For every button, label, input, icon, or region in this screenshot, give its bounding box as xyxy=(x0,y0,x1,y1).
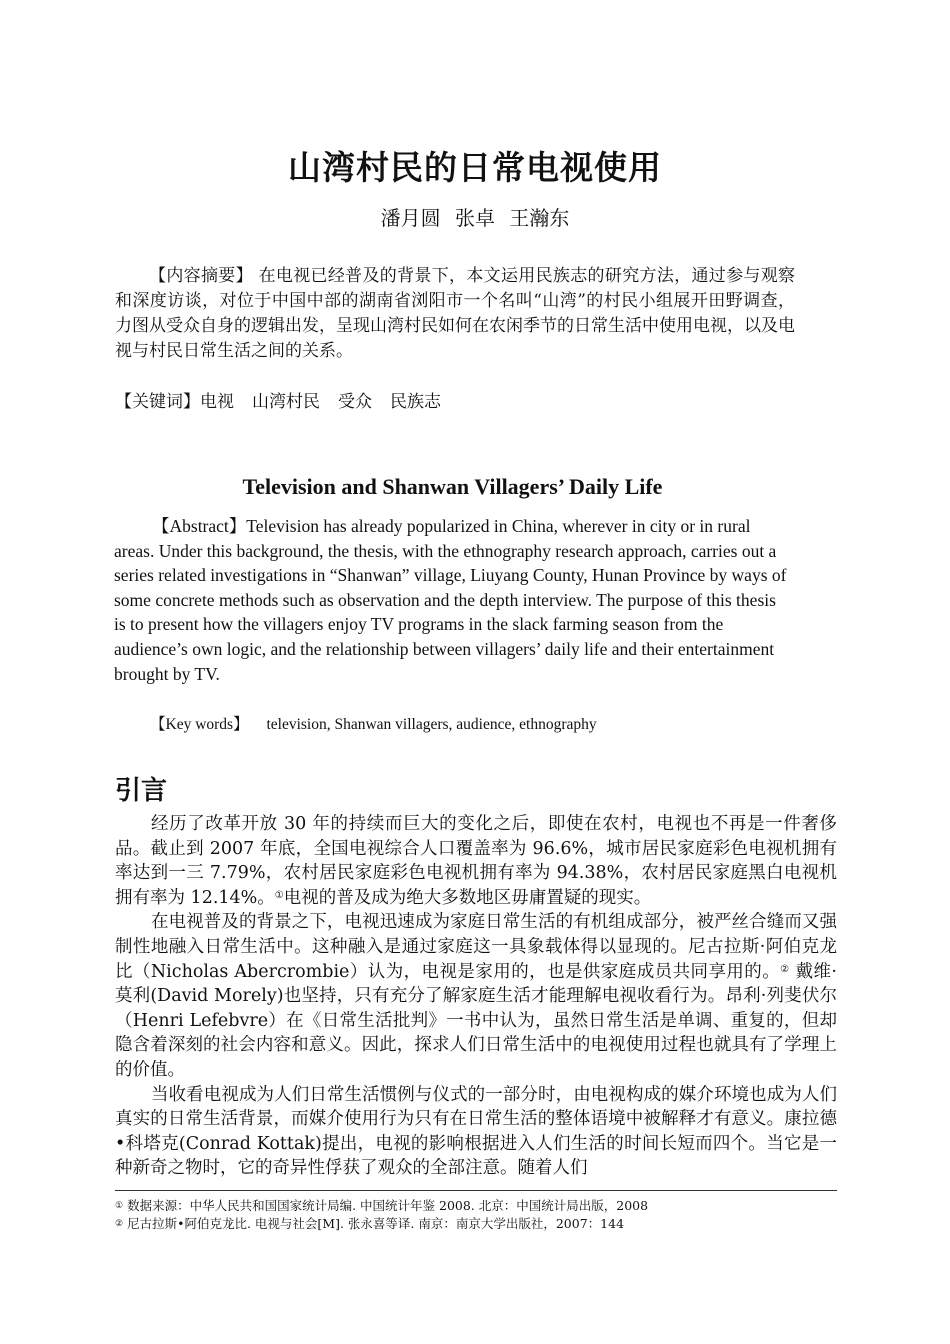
paragraph-text: 电视的普及成为绝大多数地区毋庸置疑的现实。 xyxy=(283,887,652,908)
authors: 潘月圆 张卓 王瀚东 xyxy=(380,206,570,230)
footnotes xyxy=(115,1197,837,1233)
paragraph-text: 戴维·莫利(David Morely)也坚持，只有充分了解家庭生活才能理解电视收看行为。昂利·列斐伏尔（Henri Lefebvre）在《日常生活批判》一书中认为，虽然日常生活是单调、重复的，但却隐含着深刻的社会内容和意义。因此，探求人们日常生活中的电视使用过程也就具有了学理上的价值。 xyxy=(115,961,837,1080)
paragraph xyxy=(115,812,837,910)
body-text xyxy=(115,812,837,1181)
english-abstract-label: 【Abstract】 xyxy=(152,516,247,536)
footnote xyxy=(115,1197,837,1215)
chinese-abstract xyxy=(115,264,795,364)
chinese-keywords-label: 【关键词】 xyxy=(115,392,200,412)
english-keywords-text: television, Shanwan villagers, audience, ethnography xyxy=(266,716,597,733)
english-keywords xyxy=(150,714,830,736)
paragraph-text: 当收看电视成为人们日常生活惯例与仪式的一部分时，由电视构成的媒介环境也成为人们真实的日常生活背景，而媒介使用行为只有在日常生活的整体语境中被解释才有意义。康拉德•科塔克(Conrad Kottak)提出，电视的影响根据进入人们生活的时间长短而四个。当它是一种新奇之物时，它的奇异性俘获了观众的全部注意。随着人们 xyxy=(115,1084,837,1179)
paragraph xyxy=(115,910,837,1082)
chinese-keyword: 民族志 xyxy=(390,392,441,412)
paper-title: 山湾村民的日常电视使用 xyxy=(288,148,662,187)
english-keywords-label: 【Key words】 xyxy=(150,716,249,733)
footnote-divider xyxy=(115,1190,837,1191)
chinese-keyword: 受众 xyxy=(338,392,372,412)
footnote-reference[interactable]: ② xyxy=(780,963,790,975)
chinese-keyword: 山湾村民 xyxy=(252,392,320,412)
section-heading-introduction: 引言 xyxy=(115,776,168,806)
footnote-reference[interactable]: ① xyxy=(274,889,284,901)
paragraph-text: 经历了改革开放 30 年的持续而巨大的变化之后，即使在农村，电视也不再是一件奢侈品。截止到 2007 年底，全国电视综合人口覆盖率为 96.6%，城市居民家庭彩色电视机拥有率达到一三 7.79%，农村居民家庭彩色电视机拥有率为 94.38%，农村居民家庭黑白电视机拥有率为 12.14%。 xyxy=(115,814,837,908)
english-abstract-text: Television has already popularized in China, wherever in city or in rural areas. Under this background, the thesis, with the ethnography research approach, carries out a series related investigations in “Shanwan” village, Liuyang County, Hunan Province by ways of some concrete methods such as observation and the depth interview. The purpose of this thesis is to present how the villagers enjoy TV programs in the slack farming season from the audience’s own logic, and the relationship between villagers’ daily life and their entertainment brought by TV. xyxy=(114,516,787,684)
paragraph-text: 在电视普及的背景之下，电视迅速成为家庭日常生活的有机组成部分，被严丝合缝而又强制性地融入日常生活中。这种融入是通过家庭这一具象载体得以显现的。尼古拉斯·阿伯克龙比（Nicholas Abercrombie）认为，电视是家用的，也是供家庭成员共同享用的。 xyxy=(115,912,837,982)
footnote-marker: ① xyxy=(115,1201,124,1211)
chinese-keyword: 电视 xyxy=(200,392,234,412)
footnote xyxy=(115,1215,837,1233)
chinese-abstract-label: 【内容摘要】 xyxy=(149,266,253,286)
footnote-text: 数据来源：中华人民共和国国家统计局编. 中国统计年鉴 2008. 北京：中国统计局出版，2008 xyxy=(127,1198,649,1213)
footnote-marker: ② xyxy=(115,1219,124,1229)
chinese-keywords xyxy=(115,390,795,415)
footnote-text: 尼古拉斯•阿伯克龙比. 电视与社会[M]. 张永喜等译. 南京：南京大学出版社，2007：144 xyxy=(127,1216,625,1231)
english-abstract xyxy=(114,514,790,686)
paragraph xyxy=(115,1083,837,1181)
english-title: Television and Shanwan Villagers’ Daily Life xyxy=(242,474,663,499)
chinese-abstract-text: 在电视已经普及的背景下，本文运用民族志的研究方法，通过参与观察和深度访谈，对位于中国中部的湖南省浏阳市一个名叫“山湾”的村民小组展开田野调查，力图从受众自身的逻辑出发，呈现山湾村民如何在农闲季节的日常生活中使用电视，以及电视与村民日常生活之间的关系。 xyxy=(115,266,796,361)
